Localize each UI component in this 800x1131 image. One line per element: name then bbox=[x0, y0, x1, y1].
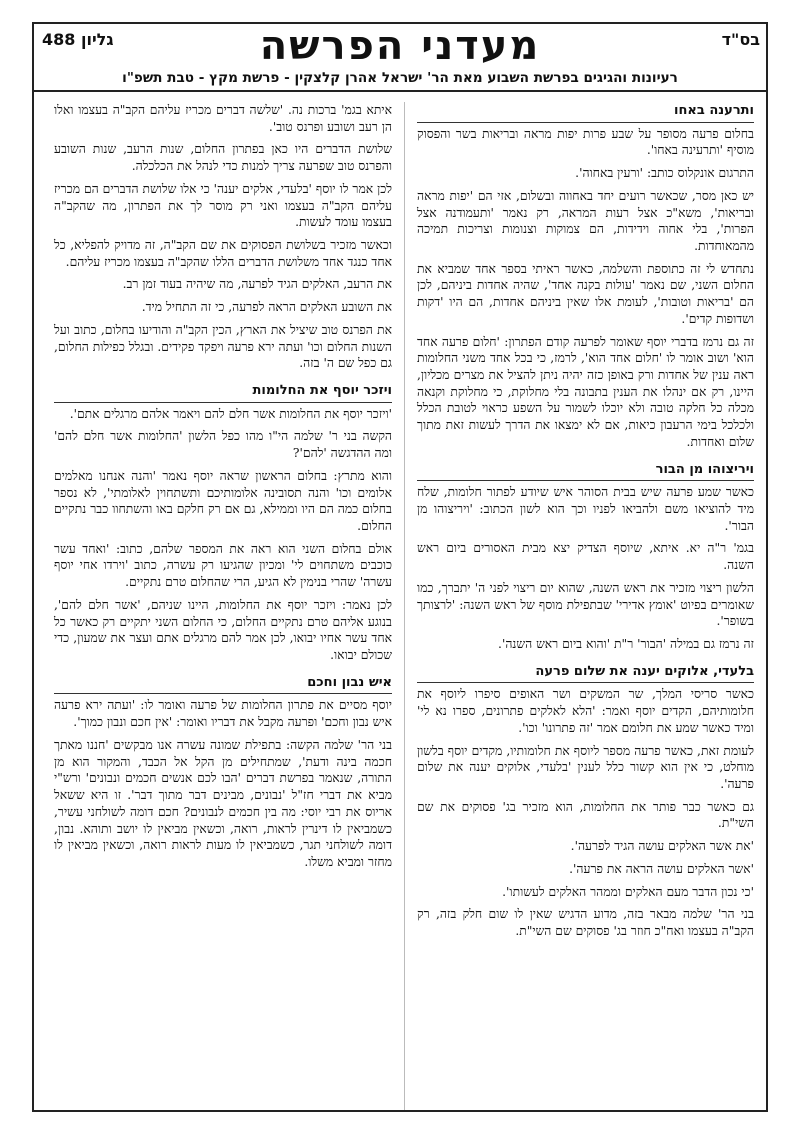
section-heading: בלעדי, אלוקים יענה את שלום פרעה bbox=[417, 663, 754, 684]
paragraph: כאשר שמע פרעה שיש בבית הסוהר איש שיודע לפתור חלומות, שלח מיד להוציאו משם ולהביאו לפניו וכך הוא לשון הכתוב: 'ויריצוהו מן הבור'. bbox=[417, 485, 754, 533]
newsletter-subtitle: רעיונות והגיגים בפרשת השבוע מאת הר' ישראל אהרן קלצקין - פרשת מקץ - טבת תשפ"ו bbox=[122, 70, 678, 86]
masthead bbox=[34, 24, 766, 92]
paragraph: בני הר' שלמה מבאר בזה, מדוע הדגיש שאין לו שום חלק בזה, רק הקב"ה בעצמו ואח"כ חוזר בג' פסוקים שם השי"ת. bbox=[417, 907, 754, 939]
paragraph: אולם בחלום השני הוא ראה את המספר שלהם, כתוב: 'ואחד עשר כוכבים משתחוים לי' ומכיון שהגיעו רק עשרה, כתוב 'וירדו אחי יוסף עשרה' שהרי בנימין לא הגיע, הרי שהחלום טרם נתקיים. bbox=[54, 541, 392, 590]
paragraph: את הרעב, האלקים הגיד לפרעה, מה שיהיה בעוד זמן רב. bbox=[122, 277, 392, 292]
paragraph: בני הר' שלמה הקשה: בתפילת שמונה עשרה אנו מבקשים 'חננו מאתך חכמה בינה ודעת', שמתחילים מן הקל אל הכבד, והמקור הוא מן התורה, שנאמר בפרשת דברים 'הבו לכם אנשים חכמים ונבונים' ורש"י מביא את דברי חז"ל 'נבונים, מבינים דבר מתוך דבר'. זו היא ששאל אריוס את רבי יוסי: מה בין חכמים לנבונים? חכם דומה לשולחני עשיר, כשמביאין לו דינרין לראות, רואה, וכשאין מביאין לו יושב ותוהא. נבון, דומה לשולחני תגר, כשמביאין לו מעות לראות רואה, וכשאין מביאין לו מחזר ומביא משלו. bbox=[54, 737, 392, 869]
paragraph: את השובע האלקים הראה לפרעה, כי זה התחיל מיד. bbox=[141, 300, 392, 315]
paragraph: לכן נאמר: ויזכר יוסף את החלומות, היינו שניהם, 'אשר חלם להם', בנוגע אליהם טרם נתקיים החלום, כי החלום השני יתקיים רק כאשר כל אחד עשר אחיו יבואו, לכן אמר להם מרגלים אתם ועצר את שמעון, כדי שכולם יבואו. bbox=[54, 597, 392, 663]
paragraph: 'אשר האלקים עושה הראה את פרעה'. bbox=[569, 861, 754, 876]
paragraph: 'את אשר האלקים עושה הגיד לפרעה'. bbox=[570, 839, 754, 854]
right-column bbox=[404, 102, 766, 1110]
paragraph: יוסף מסיים את פתרון החלומות של פרעה ואומר לו: 'ועתה ירא פרעה איש נבון וחכם' ופרעה מקבל את דבריו ואומר: 'אין חכם ונבון כמוך'. bbox=[54, 698, 392, 730]
paragraph: לעומת זאת, כאשר פרעה מספר ליוסף את חלומותיו, מקדים יוסף בלשון מוחלט, כי אין הוא קשור כלל לענין 'בלעדי, אלוקים יענה את שלום פרעה'. bbox=[417, 743, 754, 792]
paragraph: נתחדש לי זה כתוספת והשלמה, כאשר ראיתי בספר אחד שמביא את החלום השני, שם נאמר 'עולות בקנה אחד', שהיה אחדות ביניהם, לכן הם 'בריאות וטובות', לעומת אלו שאין ביניהם אחדות, הם היו 'דקות ושדופות קדים'. bbox=[417, 261, 754, 326]
article-columns bbox=[34, 102, 766, 1110]
paragraph: גם כאשר כבר פותר את החלומות, הוא מזכיר בג' פסוקים את שם השי"ת. bbox=[417, 799, 754, 831]
paragraph: זה נרמז גם במילה 'הבור' ר"ת 'והוא ביום ראש השנה'. bbox=[498, 637, 754, 652]
paragraph: בגמ' ר"ה יא. איתא, שיוסף הצדיק יצא מבית האסורים ביום ראש השנה. bbox=[417, 541, 754, 573]
paragraph: כאשר סריסי המלך, שר המשקים ושר האופים סיפרו ליוסף את חלומותיהם, הקדים יוסף ואמר: 'הלא לאלקים פתרונים, ספרו נא לי' ומיד כאשר שמע את חלומם אמר 'זה פתרונו' וכו'. bbox=[417, 687, 754, 735]
section-heading: ותרענה באחו bbox=[417, 102, 754, 123]
section-heading: איש נבון וחכם bbox=[54, 674, 392, 695]
paragraph: 'ויזכר יוסף את החלומות אשר חלם להם ויאמר אלהם מרגלים אתם'. bbox=[69, 406, 392, 421]
paragraph: זה גם נרמז בדברי יוסף שאומר לפרעה קודם הפתרון: 'חלום פרעה אחד הוא' ושוב אומר לו 'חלום אחד הוא', לרמז, כי בכל אחד משני החלומות ראה ענין של אחדות ורק באופן כזה יהיה ניתן להציל את מצרים מכליון, היינו, רק אם ינהלו את הענין בתבונה בלי מחלוקת, כי מחלוקת וקנאה מכלה כל חלקה טובה ולא יוכלו לשמור על השפע כראוי לטובת הכלל ולכלכל בימי הרעבון כיאות, אם לא ימצאו את הדרך לעשות זאת מתוך שלום ואחדות. bbox=[417, 334, 754, 449]
paragraph: התרגום אונקלוס כותב: 'ורעין באחוה'. bbox=[575, 166, 754, 181]
section-heading: ויזכר יוסף את החלומות bbox=[54, 382, 392, 403]
paragraph: בחלום פרעה מסופר על שבע פרות יפות מראה ובריאות בשר והפסוק מוסיף 'ותרעינה באחו'. bbox=[417, 126, 754, 158]
newsletter-title: מעדני הפרשה bbox=[259, 23, 541, 69]
paragraph: לכן אמר לו יוסף 'בלעדי, אלקים יענה' כי אלו שלושת הדברים הם מכריז עליהם הקב"ה בעצמו ואני רק מוסר לך את הפתרון, מה שהקב"ה בעצמו עומד לעשות. bbox=[54, 181, 392, 230]
paragraph: 'כי נכון הדבר מעם האלקים וממהר האלקים לעשותו'. bbox=[502, 884, 754, 899]
paragraph: איתא בגמ' ברכות נה. 'שלשה דברים מכריז עליהם הקב"ה בעצמו ואלו הן רעב ושובע ופרנס טוב'. bbox=[54, 103, 392, 134]
paragraph: יש כאן מסר, שכאשר רועים יחד באחווה ובשלום, אזי הם 'יפות מראה ובריאות', משא"כ אצל רעות המראה, רק נאמר 'ותעמודנה אצל הפרות', בלי אחוה וידידות, הם צמוקות וצנומות וצריכות תמיכה מהמאוחדות. bbox=[417, 188, 754, 253]
newsletter-page bbox=[32, 22, 768, 1112]
paragraph: הקשה בני ר' שלמה הי"ו מהו כפל הלשון 'החלומות אשר חלם להם' ומה ההדגשה 'להם'? bbox=[54, 429, 392, 461]
paragraph: שלושת הדברים היו כאן בפתרון החלום, שנות הרעב, שנות השובע והפרנס טוב שפרעה צריך למנות כדי לנהל את הכלכלה. bbox=[54, 142, 392, 174]
section-heading: ויריצוהו מן הבור bbox=[417, 461, 754, 482]
bsd-mark: בס"ד bbox=[721, 30, 760, 49]
paragraph: הלשון ריצוי מזכיר את ראש השנה, שהוא יום ריצוי לפני ה' יתברך, כמו שאומרים בפיוט 'אומץ אדירי' שבתפילת מוסף של ראש השנה: 'לרצותך בשופר'. bbox=[417, 580, 754, 629]
left-column bbox=[42, 102, 404, 1110]
paragraph: וכאשר מזכיר בשלושת הפסוקים את שם הקב"ה, זה מדויק להפליא, כל אחד כנגד אחד משלושת הדברים הללו שהקב"ה בעצמו מכריז עליהם. bbox=[54, 238, 392, 269]
paragraph: את הפרנס טוב שיציל את הארץ, הכין הקב"ה והודיעו בחלום, כתוב ועל השנות החלום וכו' ועתה ירא פרעה ויפקד פקידים. ובגלל כפילות החלום, גם כפל שם ה' בזה. bbox=[54, 322, 392, 371]
paragraph: והוא מתרץ: בחלום הראשון שראה יוסף נאמר 'והנה אנחנו מאלמים אלומים וכו' והנה תסובינה אלומותיכם ותשתחוין לאלומתי', לא נספר בחלום כמה הם היו וממילא, גם אם רק חלקם באו והשתחוו כבר נתקיים החלום. bbox=[54, 468, 392, 534]
issue-number: גליון 488 bbox=[42, 30, 114, 49]
